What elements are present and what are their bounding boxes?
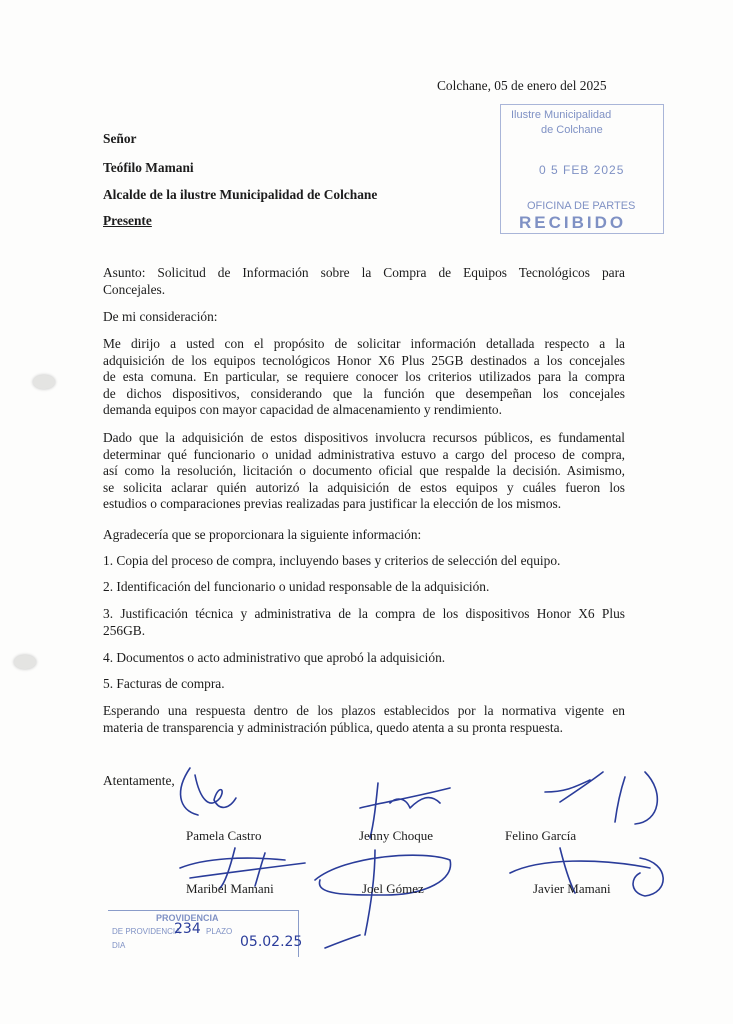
stamp-line1: Ilustre Municipalidad (511, 109, 612, 121)
signature-pamela-castro (170, 760, 250, 830)
providencia-plazo-label: PLAZO (206, 927, 233, 936)
request-item: 1. Copia del proceso de compra, incluyendo bases y criterios de selección del equipo. (103, 553, 561, 568)
request-intro: Agradecería que se proporcionara la siguiente información: (103, 527, 422, 542)
paragraph-1-line: de dichos dispositivos, considerando que la función que desempeñan los concejales (103, 385, 625, 401)
paragraph-1-line: demanda equipos con mayor capacidad de almacenamiento y rendimiento. (103, 402, 502, 417)
subject-line-1: Asunto: Solicitud de Información sobre la Compra de Equipos Tecnológicos para (103, 265, 625, 280)
recipient-presente: Presente (103, 213, 152, 228)
signatory-name: Pamela Castro (186, 828, 262, 843)
stamp-date: 0 5 FEB 2025 (539, 163, 625, 177)
paragraph-1-line: adquisición de los equipos tecnológicos Honor X6 Plus 25GB destinados a los concejales (103, 352, 625, 368)
signatory-name: Felino García (505, 828, 577, 843)
paragraph-2-line: estudios o comparaciones previas realizadas para justificar la elección de los mismos. (103, 496, 562, 511)
signatory-name: Jenny Choque (359, 828, 434, 843)
paragraph-1-line: Me dirijo a usted con el propósito de solicitar información detallada respecto a la (103, 336, 625, 351)
request-item: 4. Documentos o acto administrativo que aprobó la adquisición. (103, 650, 446, 665)
punch-hole (33, 375, 55, 389)
providencia-number: 234 (174, 921, 201, 937)
stamp-line3: OFICINA DE PARTES (527, 200, 636, 212)
stamp-line4: RECIBIDO (519, 213, 627, 232)
recipient-title: Alcalde de la ilustre Municipalidad de Colchane (103, 187, 378, 202)
closing-line: Esperando una respuesta dentro de los plazos establecidos por la normativa vigente en (103, 703, 625, 718)
paragraph-1 (103, 336, 625, 419)
providencia-date: 05.02.25 (240, 934, 303, 950)
paragraph-2 (103, 430, 625, 513)
signatory-name: Maribel Mamani (186, 881, 274, 896)
recipient-salutation: Señor (103, 131, 137, 146)
paragraph-2-line: Dado que la adquisición de estos dispositivos involucra recursos públicos, es fundamental (103, 430, 625, 445)
closing-paragraph (103, 703, 625, 736)
signatory-name: Javier Mamani (533, 881, 611, 896)
place-date: Colchane, 05 de enero del 2025 (437, 78, 607, 93)
paragraph-2-line: así como la resolución, licitación o documento oficial que respalde la decisión. Asimismo, (103, 463, 625, 478)
providencia-stamp (108, 910, 303, 957)
request-item: 2. Identificación del funcionario o unidad responsable de la adquisición. (103, 579, 490, 594)
signature-felino-garcia (505, 762, 675, 832)
providencia-dia-label: DIA (112, 941, 126, 950)
punch-hole (14, 655, 36, 669)
request-item-continued: 256GB. (103, 623, 146, 638)
paragraph-1-line: de esta comuna. En particular, se requiere conocer los criterios utilizados para la compra (103, 369, 625, 384)
request-item: 3. Justificación técnica y administrativa de la compra de los dispositivos Honor X6 Plus (103, 606, 625, 621)
subject-line-2: Concejales. (103, 282, 166, 297)
request-item: 5. Facturas de compra. (103, 676, 225, 691)
providencia-title: PROVIDENCIA (156, 913, 219, 923)
closing-line: materia de transparencia y administración pública, quedo atenta a su pronta respuesta. (103, 719, 563, 735)
stamp-line2: de Colchane (541, 124, 603, 136)
signatory-name: Joel Gómez (362, 881, 424, 896)
providencia-field-label: DE PROVIDENCIA (112, 927, 181, 936)
received-stamp (500, 104, 664, 234)
paragraph-2-line: se solicita aclarar quién autorizó la adquisición de estos equipos y cuáles fueron los (103, 479, 625, 495)
paragraph-2-line: determinar qué funcionario o unidad administrativa estuvo a cargo del proceso de compra, (103, 446, 625, 462)
recipient-name: Teófilo Mamani (103, 160, 194, 175)
greeting: De mi consideración: (103, 309, 218, 324)
sign-off: Atentamente, (103, 773, 175, 788)
